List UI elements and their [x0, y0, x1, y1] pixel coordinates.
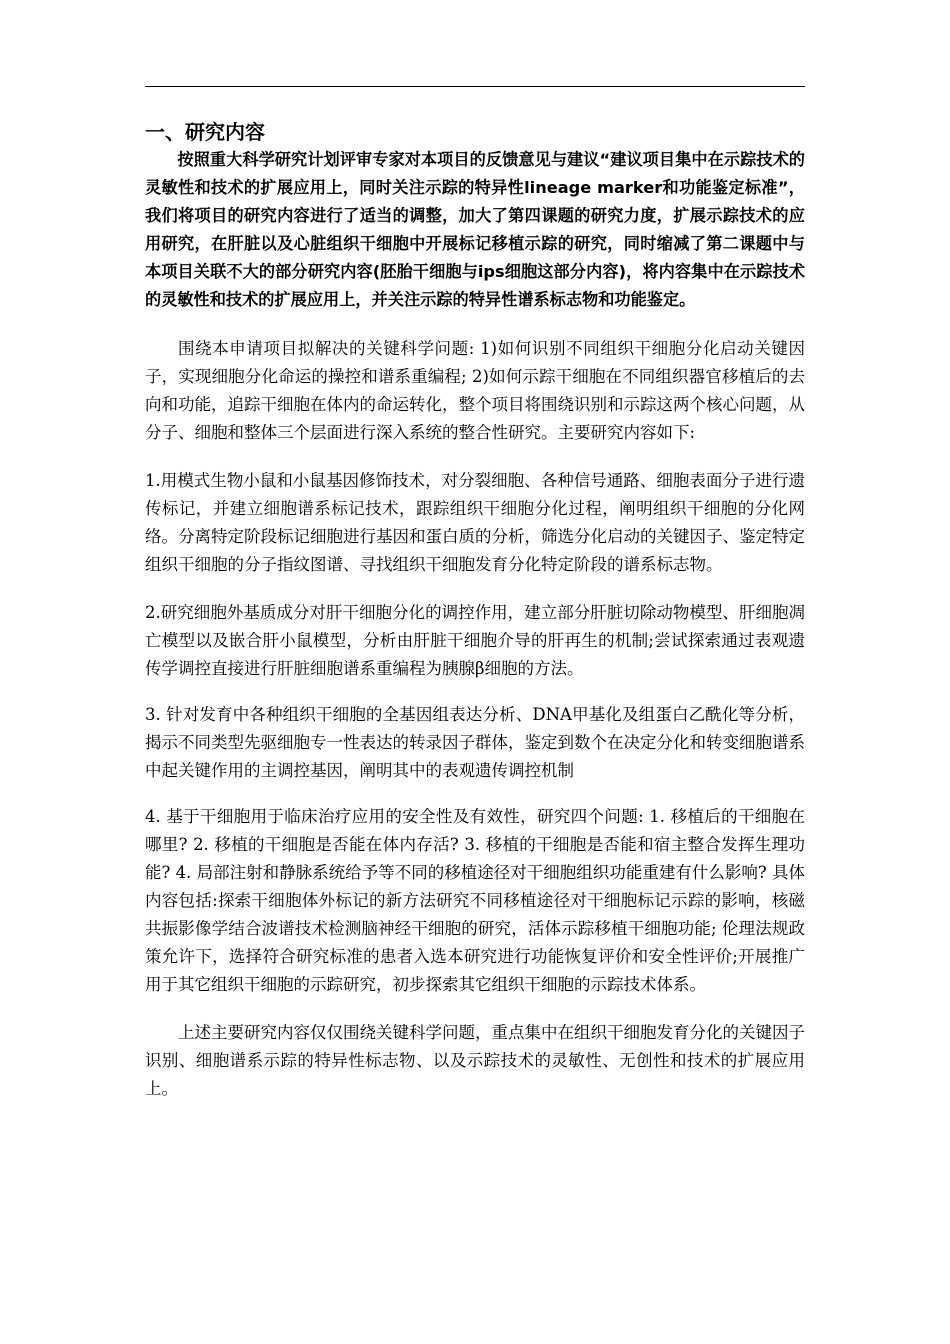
paragraph-summary: 上述主要研究内容仅仅围绕关键科学问题，重点集中在组织干细胞发育分化的关键因子识别、细胞谱系示踪的特异性标志物、以及示踪技术的灵敏性、无创性和技术的扩展应用上。 — [145, 1022, 805, 1098]
paragraph-item-4: 4. 基于干细胞用于临床治疗应用的安全性及有效性，研究四个问题: 1. 移植后的干细胞在哪里? 2. 移植的干细胞是否能在体内存活? 3. 移植的干细胞是否能和宿主整合发挥生理功能? 4. 局部注射和静脉系统给予等不同的移植途径对干细胞组织功能重建有什么影响? 具体内容包括:探索干细胞体外标记的新方法研究不同移植途径对干细胞标记示踪的影响，核磁共振影像学结合波谱技术检测脑神经干细胞的研究，活体示踪移植干细胞功能; 伦理法规政策允许下，选择符合研究标准的患者入选本研究进行功能恢复评价和安全性评价;开展推广用于其它组织干细胞的示踪研究，初步探索其它组织干细胞的示踪技术体系。 — [145, 806, 805, 994]
section-heading: 一、研究内容 — [145, 120, 265, 144]
document-body — [145, 118, 805, 1103]
paragraph-item-3: 3. 针对发育中各种组织干细胞的全基因组表达分析、DNA甲基化及组蛋白乙酰化等分析，揭示不同类型先驱细胞专一性表达的转录因子群体，鉴定到数个在决定分化和转变细胞谱系中起关键作用的主调控基因，阐明其中的表观遗传调控机制 — [145, 704, 805, 780]
paragraph-revision-note: 按照重大科学研究计划评审专家对本项目的反馈意见与建议“建议项目集中在示踪技术的灵敏性和技术的扩展应用上，同时关注示踪的特异性lineage marker和功能鉴定标准”，我们将项目的研究内容进行了适当的调整，加大了第四课题的研究力度，扩展示踪技术的应用研究，在肝脏以及心脏组织干细胞中开展标记移植示踪的研究，同时缩减了第二课题中与本项目关联不大的部分研究内容(胚胎干细胞与ips细胞这部分内容)，将内容集中在示踪技术的灵敏性和技术的扩展应用上，并关注示踪的特异性谱系标志物和功能鉴定。 — [145, 150, 805, 310]
paragraph-item-2: 2.研究细胞外基质成分对肝干细胞分化的调控作用，建立部分肝脏切除动物模型、肝细胞凋亡模型以及嵌合肝小鼠模型，分析由肝脏干细胞介导的肝再生的机制;尝试探索通过表观遗传学调控直接进行肝脏细胞谱系重编程为胰腺β细胞的方法。 — [145, 602, 805, 678]
paragraph-item-1: 1.用模式生物小鼠和小鼠基因修饰技术，对分裂细胞、各种信号通路、细胞表面分子进行遗传标记，并建立细胞谱系标记技术，跟踪组织干细胞分化过程，阐明组织干细胞的分化网络。分离特定阶段标记细胞进行基因和蛋白质的分析，筛选分化启动的关键因子、鉴定特定组织干细胞的分子指纹图谱、寻找组织干细胞发育分化特定阶段的谱系标志物。 — [145, 470, 805, 574]
header-rule — [145, 86, 805, 87]
paragraph-key-questions: 围绕本申请项目拟解决的关键科学问题: 1)如何识别不同组织干细胞分化启动关键因子，实现细胞分化命运的操控和谱系重编程; 2)如何示踪干细胞在不同组织器官移植后的去向和功能，追踪干细胞在体内的命运转化，整个项目将围绕识别和示踪这两个核心问题，从分子、细胞和整体三个层面进行深入系统的整合性研究。主要研究内容如下: — [145, 338, 805, 442]
